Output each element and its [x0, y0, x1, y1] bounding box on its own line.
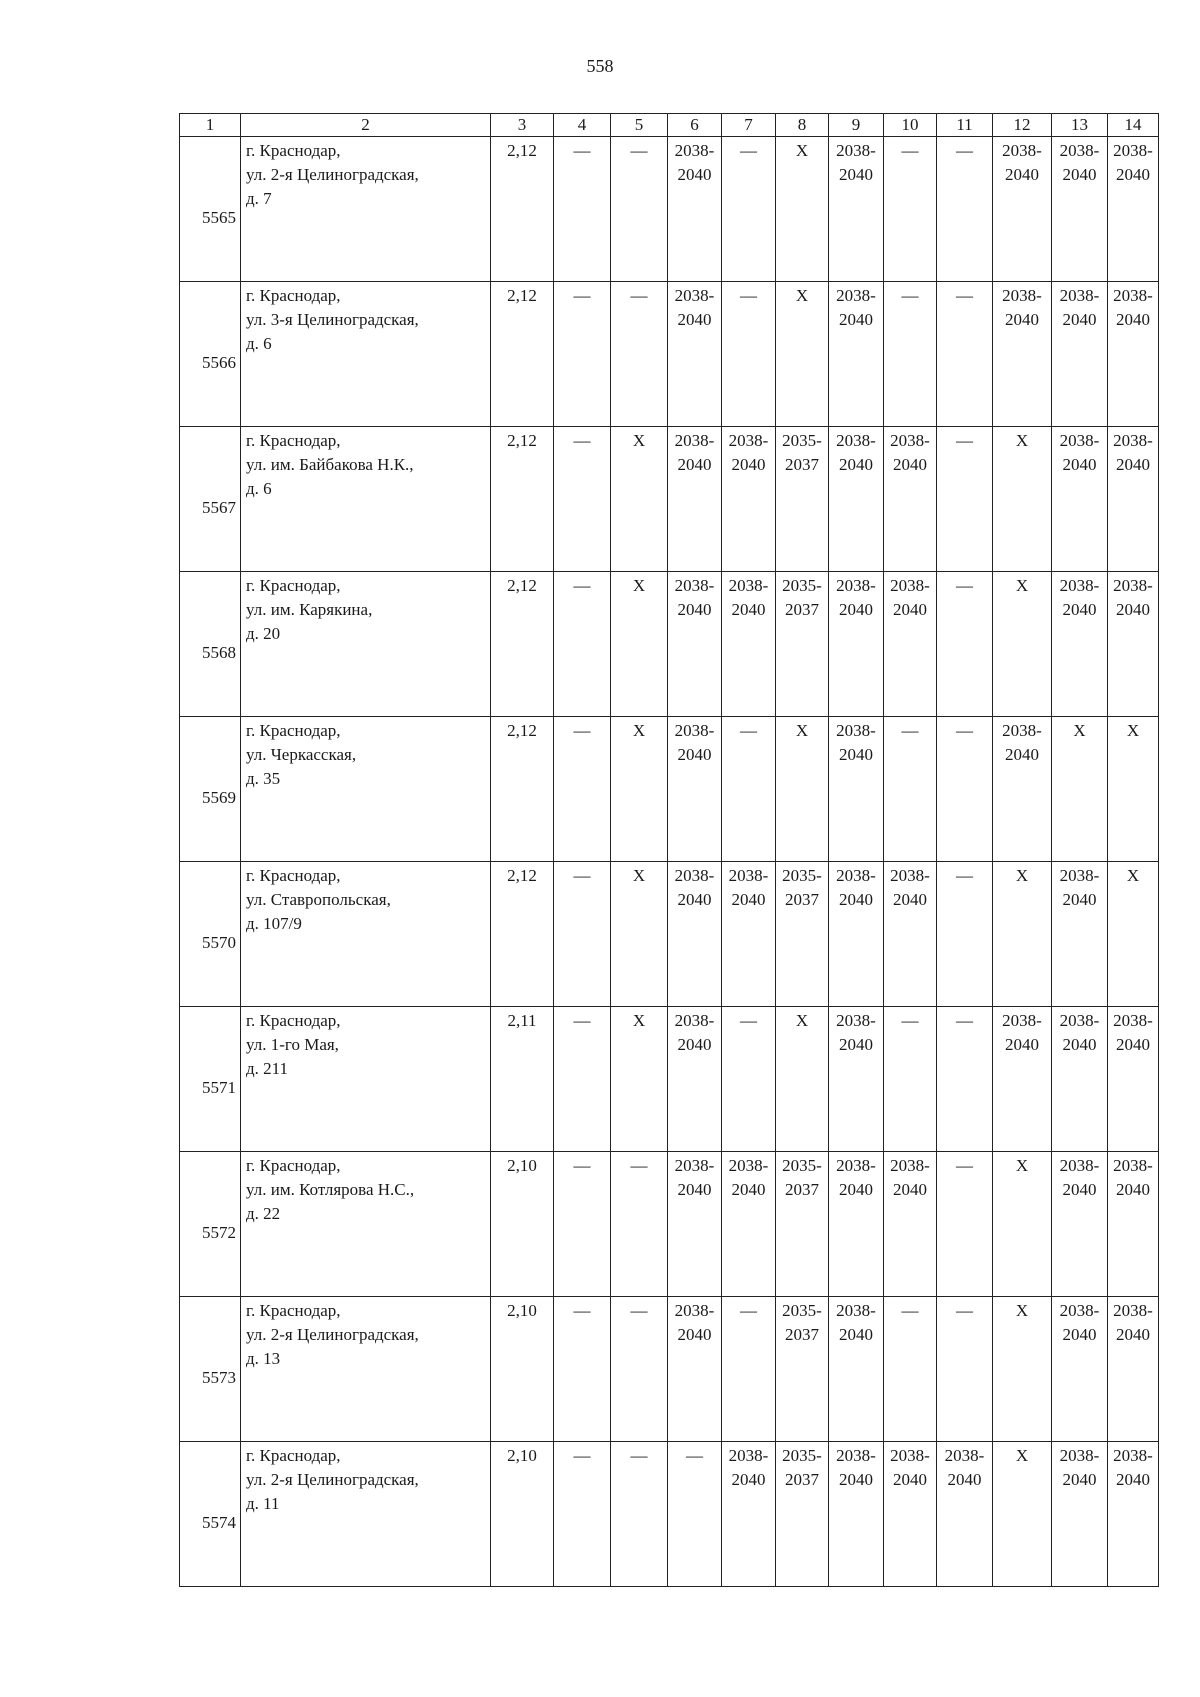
address-line: ул. Черкасская, [246, 745, 357, 764]
value-cell: 2038- 2040 [1052, 1442, 1108, 1587]
value-cell: 2038- 2040 [668, 717, 722, 862]
value-cell: 2038- 2040 [668, 427, 722, 572]
value-cell: 2038- 2040 [1052, 862, 1108, 1007]
value-cell: 2,12 [491, 862, 554, 1007]
value-cell: X [1052, 717, 1108, 862]
value-cell: — [884, 717, 937, 862]
address-line: ул. 3-я Целиноградская, [246, 310, 419, 329]
address-line: г. Краснодар, [246, 141, 341, 160]
value-cell: 2038- 2040 [829, 1297, 884, 1442]
address-line: г. Краснодар, [246, 576, 341, 595]
column-header: 6 [668, 114, 722, 137]
address-line: г. Краснодар, [246, 1301, 341, 1320]
value-cell: 2,11 [491, 1007, 554, 1152]
value-cell: 2038- 2040 [884, 572, 937, 717]
column-header: 3 [491, 114, 554, 137]
value-cell: 2038- 2040 [1108, 282, 1159, 427]
address-line: д. 35 [246, 769, 281, 788]
header-row [180, 114, 1159, 137]
value-cell: 2038- 2040 [722, 572, 776, 717]
address-line: г. Краснодар, [246, 1011, 341, 1030]
row-number: 5573 [180, 1297, 241, 1442]
value-cell: — [937, 717, 993, 862]
row-number: 5569 [180, 717, 241, 862]
value-cell: X [993, 572, 1052, 717]
value-cell: 2038- 2040 [668, 1152, 722, 1297]
value-cell: 2038- 2040 [1052, 137, 1108, 282]
value-cell: — [937, 427, 993, 572]
address-line: г. Краснодар, [246, 431, 341, 450]
value-cell: 2038- 2040 [1108, 1152, 1159, 1297]
table-row [180, 862, 1159, 1007]
value-cell: 2038- 2040 [668, 1297, 722, 1442]
value-cell: 2038- 2040 [993, 137, 1052, 282]
value-cell: 2038- 2040 [829, 137, 884, 282]
table-row [180, 1007, 1159, 1152]
value-cell: — [554, 1007, 611, 1152]
value-cell: 2,12 [491, 572, 554, 717]
column-header: 9 [829, 114, 884, 137]
address-cell [241, 1297, 491, 1442]
value-cell: — [937, 137, 993, 282]
row-number: 5570 [180, 862, 241, 1007]
value-cell: — [554, 427, 611, 572]
value-cell: 2038- 2040 [1052, 1152, 1108, 1297]
table-row [180, 427, 1159, 572]
value-cell: 2038- 2040 [1108, 1442, 1159, 1587]
address-line: ул. им. Байбакова Н.К., [246, 455, 414, 474]
value-cell: 2,10 [491, 1442, 554, 1587]
value-cell: 2038- 2040 [829, 1442, 884, 1587]
value-cell: 2038- 2040 [722, 1152, 776, 1297]
value-cell: 2038- 2040 [1052, 282, 1108, 427]
table-row [180, 572, 1159, 717]
row-number: 5566 [180, 282, 241, 427]
value-cell: 2038- 2040 [1108, 1007, 1159, 1152]
address-line: г. Краснодар, [246, 286, 341, 305]
value-cell: 2038- 2040 [1108, 1297, 1159, 1442]
address-line: ул. 2-я Целиноградская, [246, 1325, 419, 1344]
value-cell: 2038- 2040 [829, 717, 884, 862]
table-row [180, 1442, 1159, 1587]
value-cell: — [554, 572, 611, 717]
table-row [180, 1297, 1159, 1442]
value-cell: 2038- 2040 [668, 862, 722, 1007]
value-cell: — [554, 1442, 611, 1587]
value-cell: X [776, 1007, 829, 1152]
address-cell [241, 282, 491, 427]
value-cell: 2038- 2040 [1108, 572, 1159, 717]
value-cell: 2038- 2040 [668, 282, 722, 427]
address-line: ул. 2-я Целиноградская, [246, 1470, 419, 1489]
schedule-table [179, 113, 1159, 1587]
address-line: д. 11 [246, 1494, 280, 1513]
value-cell: 2038- 2040 [829, 572, 884, 717]
column-header: 8 [776, 114, 829, 137]
address-cell [241, 1007, 491, 1152]
value-cell: X [1108, 717, 1159, 862]
address-cell [241, 427, 491, 572]
value-cell: — [554, 717, 611, 862]
value-cell: — [611, 137, 668, 282]
value-cell: X [993, 1152, 1052, 1297]
address-cell [241, 1442, 491, 1587]
value-cell: 2038- 2040 [1052, 1297, 1108, 1442]
row-number: 5567 [180, 427, 241, 572]
column-header: 11 [937, 114, 993, 137]
address-line: д. 20 [246, 624, 281, 643]
value-cell: 2038- 2040 [722, 1442, 776, 1587]
table-row [180, 137, 1159, 282]
value-cell: — [937, 282, 993, 427]
value-cell: X [776, 282, 829, 427]
address-line: ул. им. Котлярова Н.С., [246, 1180, 415, 1199]
address-line: г. Краснодар, [246, 1156, 341, 1175]
address-line: г. Краснодар, [246, 866, 341, 885]
address-line: г. Краснодар, [246, 1446, 341, 1465]
value-cell: 2035- 2037 [776, 1152, 829, 1297]
value-cell: 2035- 2037 [776, 1297, 829, 1442]
address-cell [241, 717, 491, 862]
row-number: 5565 [180, 137, 241, 282]
value-cell: X [776, 717, 829, 862]
value-cell: 2038- 2040 [884, 1442, 937, 1587]
value-cell: — [554, 862, 611, 1007]
value-cell: 2,12 [491, 282, 554, 427]
value-cell: — [884, 1007, 937, 1152]
value-cell: 2038- 2040 [668, 572, 722, 717]
address-line: д. 22 [246, 1204, 281, 1223]
address-cell [241, 572, 491, 717]
row-number: 5574 [180, 1442, 241, 1587]
value-cell: — [668, 1442, 722, 1587]
value-cell: X [611, 717, 668, 862]
address-cell [241, 862, 491, 1007]
value-cell: — [611, 282, 668, 427]
value-cell: 2038- 2040 [829, 862, 884, 1007]
column-header: 12 [993, 114, 1052, 137]
value-cell: X [993, 862, 1052, 1007]
value-cell: — [611, 1297, 668, 1442]
value-cell: — [937, 1007, 993, 1152]
column-header: 2 [241, 114, 491, 137]
value-cell: — [884, 1297, 937, 1442]
value-cell: 2038- 2040 [1052, 572, 1108, 717]
value-cell: 2038- 2040 [884, 1152, 937, 1297]
address-line: ул. 1-го Мая, [246, 1035, 339, 1054]
value-cell: — [937, 1152, 993, 1297]
address-line: д. 7 [246, 189, 272, 208]
address-line: д. 6 [246, 479, 272, 498]
value-cell: 2038- 2040 [1108, 427, 1159, 572]
value-cell: — [722, 717, 776, 862]
value-cell: 2038- 2040 [668, 1007, 722, 1152]
value-cell: 2038- 2040 [829, 1152, 884, 1297]
value-cell: 2038- 2040 [993, 717, 1052, 862]
value-cell: 2035- 2037 [776, 1442, 829, 1587]
value-cell: X [776, 137, 829, 282]
value-cell: 2035- 2037 [776, 427, 829, 572]
column-header: 13 [1052, 114, 1108, 137]
value-cell: 2,12 [491, 137, 554, 282]
column-header: 5 [611, 114, 668, 137]
value-cell: X [611, 862, 668, 1007]
value-cell: 2038- 2040 [1108, 137, 1159, 282]
row-number: 5568 [180, 572, 241, 717]
address-line: ул. 2-я Целиноградская, [246, 165, 419, 184]
value-cell: X [611, 1007, 668, 1152]
value-cell: 2,12 [491, 717, 554, 862]
value-cell: 2038- 2040 [1052, 427, 1108, 572]
value-cell: 2038- 2040 [993, 282, 1052, 427]
value-cell: X [611, 572, 668, 717]
value-cell: — [884, 282, 937, 427]
column-header: 10 [884, 114, 937, 137]
value-cell: — [611, 1152, 668, 1297]
column-header: 1 [180, 114, 241, 137]
value-cell: 2,10 [491, 1297, 554, 1442]
address-line: д. 211 [246, 1059, 289, 1078]
value-cell: 2,12 [491, 427, 554, 572]
value-cell: — [554, 282, 611, 427]
value-cell: — [722, 137, 776, 282]
value-cell: 2038- 2040 [993, 1007, 1052, 1152]
value-cell: 2038- 2040 [884, 427, 937, 572]
value-cell: X [611, 427, 668, 572]
value-cell: 2038- 2040 [722, 862, 776, 1007]
value-cell: 2038- 2040 [722, 427, 776, 572]
value-cell: — [611, 1442, 668, 1587]
address-line: д. 107/9 [246, 914, 302, 933]
column-header: 14 [1108, 114, 1159, 137]
value-cell: X [1108, 862, 1159, 1007]
value-cell: 2038- 2040 [1052, 1007, 1108, 1152]
value-cell: — [722, 1297, 776, 1442]
value-cell: 2035- 2037 [776, 572, 829, 717]
row-number: 5572 [180, 1152, 241, 1297]
address-line: д. 6 [246, 334, 272, 353]
table-row [180, 717, 1159, 862]
table-header [180, 114, 1159, 137]
address-line: г. Краснодар, [246, 721, 341, 740]
value-cell: X [993, 1297, 1052, 1442]
value-cell: 2038- 2040 [829, 282, 884, 427]
value-cell: 2035- 2037 [776, 862, 829, 1007]
value-cell: — [554, 137, 611, 282]
value-cell: — [554, 1297, 611, 1442]
value-cell: 2038- 2040 [937, 1442, 993, 1587]
page-number: 558 [586, 56, 614, 76]
value-cell: — [937, 1297, 993, 1442]
table-row [180, 1152, 1159, 1297]
value-cell: 2038- 2040 [829, 427, 884, 572]
value-cell: — [937, 572, 993, 717]
value-cell: X [993, 427, 1052, 572]
value-cell: — [722, 282, 776, 427]
value-cell: X [993, 1442, 1052, 1587]
row-number: 5571 [180, 1007, 241, 1152]
table-body [180, 137, 1159, 1587]
column-header: 7 [722, 114, 776, 137]
address-line: д. 13 [246, 1349, 281, 1368]
value-cell: — [554, 1152, 611, 1297]
address-cell [241, 137, 491, 282]
value-cell: — [884, 137, 937, 282]
value-cell: 2038- 2040 [668, 137, 722, 282]
address-cell [241, 1152, 491, 1297]
address-line: ул. им. Карякина, [246, 600, 373, 619]
table-row [180, 282, 1159, 427]
value-cell: 2,10 [491, 1152, 554, 1297]
column-header: 4 [554, 114, 611, 137]
value-cell: 2038- 2040 [884, 862, 937, 1007]
value-cell: 2038- 2040 [829, 1007, 884, 1152]
address-line: ул. Ставропольская, [246, 890, 391, 909]
value-cell: — [937, 862, 993, 1007]
value-cell: — [722, 1007, 776, 1152]
